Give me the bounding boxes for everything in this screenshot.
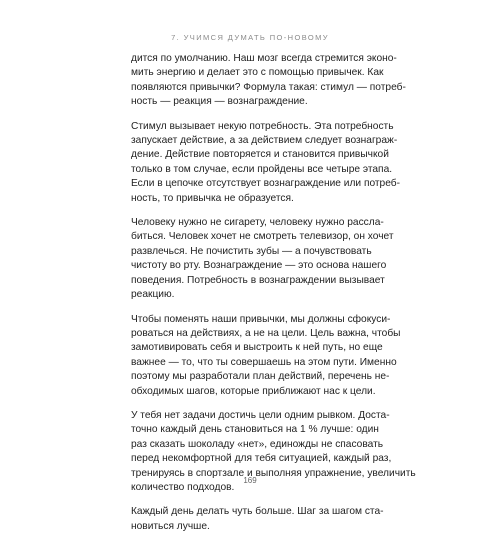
text-line: развлечься. Не почистить зубы — а почувствовать bbox=[131, 245, 372, 257]
paragraph-1 bbox=[131, 52, 406, 110]
text-line: запускает действие, а за действием следует вознаграж- bbox=[131, 135, 398, 147]
paragraph-6 bbox=[131, 505, 384, 534]
text-line: ность — реакция — вознаграждение. bbox=[131, 96, 308, 108]
text-line: Каждый день делать чуть больше. Шаг за шагом ста- bbox=[131, 506, 384, 518]
page-number: 169 bbox=[243, 476, 257, 485]
text-line: мить энергию и делает это с помощью привычек. Как bbox=[131, 67, 384, 79]
running-header: 7. УЧИМСЯ ДУМАТЬ ПО-НОВОМУ bbox=[171, 33, 329, 42]
paragraph-3 bbox=[131, 216, 394, 302]
text-line: Если в цепочке отсутствует вознаграждение или потреб- bbox=[131, 178, 401, 190]
text-line: раз сказать шоколаду «нет», единожды не спасовать bbox=[131, 438, 384, 450]
text-line: Человеку нужно не сигарету, человеку нужно рассла- bbox=[131, 217, 384, 229]
text-line: биться. Человек хочет не смотреть телевизор, он хочет bbox=[131, 231, 394, 243]
text-line: дится по умолчанию. Наш мозг всегда стремится эконо- bbox=[131, 53, 397, 64]
text-line: важнее — то, что ты совершаешь на этом пути. Именно bbox=[131, 356, 397, 368]
text-line: поэтому мы разработали план действий, перечень не- bbox=[131, 371, 390, 383]
paragraph-2 bbox=[131, 120, 401, 206]
text-line: появляются привычки? Формула такая: стимул — потреб- bbox=[131, 81, 406, 93]
text-line: количество подходов. bbox=[131, 481, 235, 493]
text-line: новиться лучше. bbox=[131, 520, 210, 532]
body-text bbox=[131, 52, 416, 544]
text-line: дение. Действие повторяется и становится привычкой bbox=[131, 149, 389, 161]
text-line: реакцию. bbox=[131, 289, 175, 301]
text-line: роваться на действиях, а не на цели. Цель важна, чтобы bbox=[131, 327, 401, 339]
text-line: поведения. Потребность в вознаграждении вызывает bbox=[131, 274, 385, 286]
text-line: У тебя нет задачи достичь цели одним рывком. Доста- bbox=[131, 409, 390, 421]
text-line: обходимых шагов, которые приближают нас к цели. bbox=[131, 385, 376, 397]
text-line: перед некомфортной для тебя ситуацией, каждый раз, bbox=[131, 453, 392, 465]
text-line: точно каждый день становиться на 1 % лучше: один bbox=[131, 424, 379, 436]
text-line: чистоту во рту. Вознаграждение — это основа нашего bbox=[131, 260, 387, 272]
text-line: замотивировать себя и выстроить к ней путь, но еще bbox=[131, 342, 383, 354]
text-line: Чтобы поменять наши привычки, мы должны сфокуси- bbox=[131, 313, 391, 325]
text-line: ность, то привычка не образуется. bbox=[131, 192, 294, 204]
text-line: только в том случае, если пройдены все четыре этапа. bbox=[131, 163, 393, 175]
text-line: тренируясь в спортзале и выполняя упражнение, увеличить bbox=[131, 467, 416, 479]
text-line: Стимул вызывает некую потребность. Эта потребность bbox=[131, 120, 394, 132]
paragraph-4 bbox=[131, 313, 401, 399]
